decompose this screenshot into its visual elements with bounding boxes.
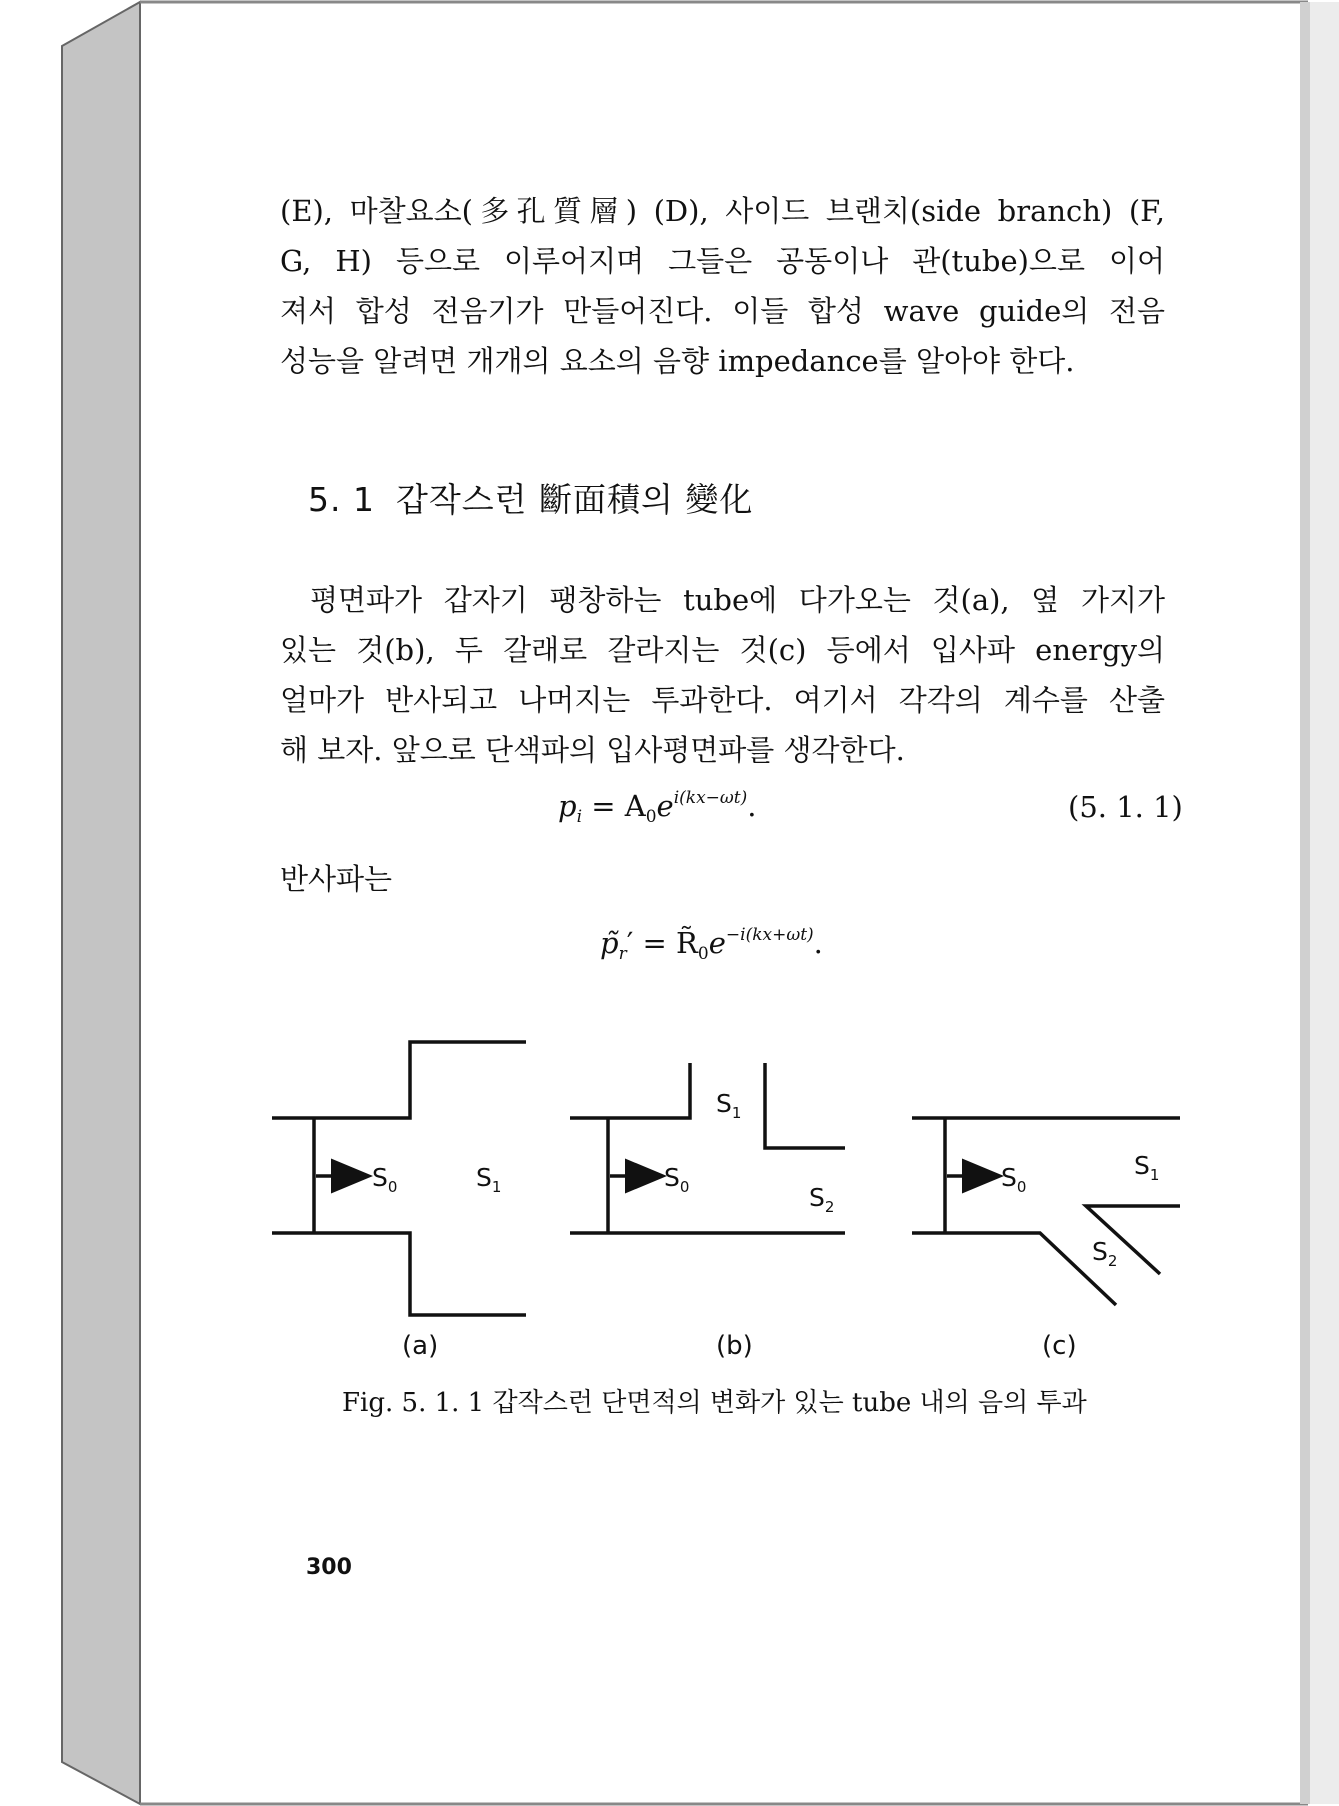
label-s2-c: $S_2$ (1092, 1237, 1118, 1270)
diagram-panel-b (570, 1063, 845, 1233)
figure-caption: Fig. 5. 1. 1 갑작스런 단면적의 변화가 있는 tube 내의 음의 투과 (342, 1388, 1087, 1418)
panel-label-c: (c) (1042, 1331, 1077, 1361)
panel-label-a: (a) (402, 1331, 439, 1361)
text-line: G, H) 등으로 이루어지며 그들은 공동이나 관(tube)으로 이어 (280, 244, 1165, 278)
text-line: 해 보자. 앞으로 단색파의 입사평면파를 생각한다. (280, 733, 905, 767)
text-line: 있는 것(b), 두 갈래로 갈라지는 것(c) 등에서 입사파 energy의 (280, 633, 1165, 667)
label-s0-c: $S_0$ (1001, 1163, 1027, 1196)
label-s2-b: $S_2$ (809, 1183, 835, 1216)
equation-number: (5. 1. 1) (1068, 790, 1183, 824)
label-s1-c: $S_1$ (1134, 1151, 1160, 1184)
diagram-panel-c (912, 1118, 1180, 1305)
text-line: 성능을 알려면 개개의 요소의 음향 impedance를 알아야 한다. (280, 344, 1075, 378)
equation-incident-wave: $p_i = A_0e^{i(kx-\omega t)}$. (558, 788, 757, 827)
equation-reflected-wave: $p̃_r'$ = $R̃_0e^{-i(kx+\omega t)}$. (600, 925, 823, 964)
section-number: 5. 1 (308, 480, 375, 519)
text-line: 져서 합성 전음기가 만들어진다. 이들 합성 wave guide의 전음 (280, 294, 1165, 328)
label-s0-a: $S_0$ (372, 1163, 398, 1196)
label-s1-b: $S_1$ (716, 1089, 742, 1122)
label-s1-a: $S_1$ (476, 1163, 502, 1196)
text-line: 얼마가 반사되고 나머지는 투과한다. 여기서 각각의 계수를 산출 (280, 683, 1165, 717)
section-title: 갑작스런 斷面積의 變化 (396, 480, 754, 519)
label-s0-b: $S_0$ (664, 1163, 690, 1196)
panel-label-b: (b) (716, 1331, 753, 1361)
text-line: (E), 마찰요소(多孔質層) (D), 사이드 브랜치(side branch) (F, (280, 194, 1165, 228)
reflected-wave-label: 반사파는 (280, 862, 393, 896)
text-line: 평면파가 갑자기 팽창하는 tube에 다가오는 것(a), 옆 가지가 (310, 583, 1165, 617)
page-number: 300 (306, 1555, 352, 1580)
